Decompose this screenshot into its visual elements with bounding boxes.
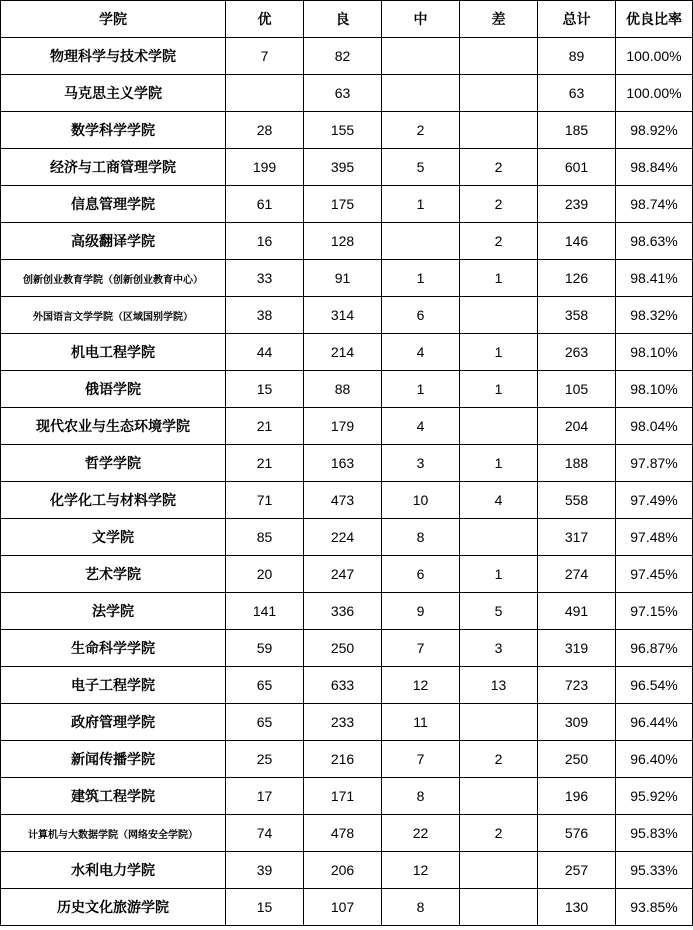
header-medium: 中: [382, 1, 460, 38]
excellent-cell: 59: [226, 630, 304, 667]
poor-cell: 2: [460, 149, 538, 186]
ratio-cell: 100.00%: [616, 75, 693, 112]
college-name-cell: 现代农业与生态环境学院: [1, 408, 226, 445]
poor-cell: 2: [460, 186, 538, 223]
excellent-cell: 44: [226, 334, 304, 371]
college-name-cell: 信息管理学院: [1, 186, 226, 223]
good-cell: 247: [304, 556, 382, 593]
good-cell: 88: [304, 371, 382, 408]
total-cell: 130: [538, 889, 616, 926]
total-cell: 263: [538, 334, 616, 371]
total-cell: 89: [538, 38, 616, 75]
medium-cell: 8: [382, 778, 460, 815]
table-row: [1, 223, 693, 260]
total-cell: 317: [538, 519, 616, 556]
ratio-cell: 96.87%: [616, 630, 693, 667]
poor-cell: [460, 297, 538, 334]
medium-cell: 8: [382, 889, 460, 926]
poor-cell: [460, 778, 538, 815]
ratio-cell: 97.87%: [616, 445, 693, 482]
table-row: [1, 519, 693, 556]
good-cell: 179: [304, 408, 382, 445]
excellent-cell: 21: [226, 408, 304, 445]
ratio-cell: 98.41%: [616, 260, 693, 297]
medium-cell: 11: [382, 704, 460, 741]
table-row: [1, 778, 693, 815]
college-name-cell: 高级翻译学院: [1, 223, 226, 260]
good-cell: 216: [304, 741, 382, 778]
total-cell: 274: [538, 556, 616, 593]
medium-cell: 10: [382, 482, 460, 519]
table-row: [1, 815, 693, 852]
excellent-cell: 25: [226, 741, 304, 778]
medium-cell: 1: [382, 371, 460, 408]
medium-cell: 12: [382, 852, 460, 889]
ratio-cell: 97.49%: [616, 482, 693, 519]
college-name-cell: 政府管理学院: [1, 704, 226, 741]
ratio-cell: 97.15%: [616, 593, 693, 630]
excellent-cell: 15: [226, 889, 304, 926]
good-cell: 175: [304, 186, 382, 223]
total-cell: 250: [538, 741, 616, 778]
table-row: [1, 297, 693, 334]
good-cell: 633: [304, 667, 382, 704]
excellent-cell: 141: [226, 593, 304, 630]
college-name-cell: 艺术学院: [1, 556, 226, 593]
medium-cell: [382, 75, 460, 112]
total-cell: 126: [538, 260, 616, 297]
total-cell: 196: [538, 778, 616, 815]
good-cell: 91: [304, 260, 382, 297]
table-row: [1, 741, 693, 778]
poor-cell: [460, 38, 538, 75]
excellent-cell: 33: [226, 260, 304, 297]
header-poor: 差: [460, 1, 538, 38]
poor-cell: 1: [460, 445, 538, 482]
excellent-cell: 74: [226, 815, 304, 852]
excellent-cell: 71: [226, 482, 304, 519]
header-ratio: 优良比率: [616, 1, 693, 38]
good-cell: 250: [304, 630, 382, 667]
total-cell: 239: [538, 186, 616, 223]
medium-cell: 4: [382, 408, 460, 445]
header-total: 总计: [538, 1, 616, 38]
medium-cell: 4: [382, 334, 460, 371]
poor-cell: [460, 704, 538, 741]
total-cell: 309: [538, 704, 616, 741]
header-excellent: 优: [226, 1, 304, 38]
poor-cell: 1: [460, 260, 538, 297]
good-cell: 163: [304, 445, 382, 482]
total-cell: 358: [538, 297, 616, 334]
header-college: 学院: [1, 1, 226, 38]
poor-cell: 2: [460, 741, 538, 778]
college-name-cell: 新闻传播学院: [1, 741, 226, 778]
ratio-cell: 97.45%: [616, 556, 693, 593]
ratio-cell: 96.44%: [616, 704, 693, 741]
good-cell: 473: [304, 482, 382, 519]
college-name-cell: 物理科学与技术学院: [1, 38, 226, 75]
table-row: [1, 889, 693, 926]
total-cell: 723: [538, 667, 616, 704]
poor-cell: 2: [460, 815, 538, 852]
total-cell: 105: [538, 371, 616, 408]
excellent-cell: 199: [226, 149, 304, 186]
total-cell: 601: [538, 149, 616, 186]
college-name-cell: 建筑工程学院: [1, 778, 226, 815]
poor-cell: 5: [460, 593, 538, 630]
table-row: [1, 75, 693, 112]
college-name-cell: 马克思主义学院: [1, 75, 226, 112]
poor-cell: [460, 519, 538, 556]
poor-cell: [460, 408, 538, 445]
table-row: [1, 371, 693, 408]
ratio-cell: 98.84%: [616, 149, 693, 186]
medium-cell: 3: [382, 445, 460, 482]
poor-cell: [460, 889, 538, 926]
college-name-cell: 生命科学学院: [1, 630, 226, 667]
ratio-cell: 95.92%: [616, 778, 693, 815]
excellent-cell: 65: [226, 667, 304, 704]
medium-cell: 1: [382, 260, 460, 297]
college-name-cell: 经济与工商管理学院: [1, 149, 226, 186]
total-cell: 146: [538, 223, 616, 260]
poor-cell: 1: [460, 556, 538, 593]
good-cell: 107: [304, 889, 382, 926]
ratio-cell: 98.10%: [616, 371, 693, 408]
total-cell: 558: [538, 482, 616, 519]
good-cell: 171: [304, 778, 382, 815]
total-cell: 319: [538, 630, 616, 667]
ratio-cell: 95.33%: [616, 852, 693, 889]
header-good: 良: [304, 1, 382, 38]
college-name-cell: 化学化工与材料学院: [1, 482, 226, 519]
total-cell: 491: [538, 593, 616, 630]
total-cell: 63: [538, 75, 616, 112]
good-cell: 82: [304, 38, 382, 75]
good-cell: 214: [304, 334, 382, 371]
poor-cell: 1: [460, 334, 538, 371]
medium-cell: 6: [382, 556, 460, 593]
table-row: [1, 482, 693, 519]
ratio-cell: 98.04%: [616, 408, 693, 445]
poor-cell: [460, 75, 538, 112]
table-row: [1, 630, 693, 667]
poor-cell: 13: [460, 667, 538, 704]
college-name-cell: 创新创业教育学院（创新创业教育中心）: [1, 260, 226, 297]
table-row: [1, 334, 693, 371]
medium-cell: 12: [382, 667, 460, 704]
ratio-cell: 96.54%: [616, 667, 693, 704]
total-cell: 185: [538, 112, 616, 149]
medium-cell: 9: [382, 593, 460, 630]
ratio-cell: 98.63%: [616, 223, 693, 260]
table-row: [1, 408, 693, 445]
college-name-cell: 计算机与大数据学院（网络安全学院）: [1, 815, 226, 852]
medium-cell: 6: [382, 297, 460, 334]
poor-cell: [460, 852, 538, 889]
table-row: [1, 667, 693, 704]
table-row: [1, 445, 693, 482]
ratio-cell: 98.74%: [616, 186, 693, 223]
table-body: [1, 38, 693, 926]
excellent-cell: [226, 75, 304, 112]
table-row: [1, 38, 693, 75]
medium-cell: [382, 223, 460, 260]
good-cell: 233: [304, 704, 382, 741]
college-name-cell: 俄语学院: [1, 371, 226, 408]
good-cell: 206: [304, 852, 382, 889]
medium-cell: 7: [382, 630, 460, 667]
poor-cell: 4: [460, 482, 538, 519]
excellent-cell: 20: [226, 556, 304, 593]
excellent-cell: 28: [226, 112, 304, 149]
table-row: [1, 593, 693, 630]
table-row: [1, 852, 693, 889]
table-row: [1, 704, 693, 741]
poor-cell: [460, 112, 538, 149]
poor-cell: 1: [460, 371, 538, 408]
college-name-cell: 文学院: [1, 519, 226, 556]
college-name-cell: 水利电力学院: [1, 852, 226, 889]
ratio-cell: 95.83%: [616, 815, 693, 852]
ratio-cell: 98.32%: [616, 297, 693, 334]
medium-cell: 5: [382, 149, 460, 186]
college-name-cell: 外国语言文学学院（区域国别学院）: [1, 297, 226, 334]
table-header-row: [1, 1, 693, 38]
good-cell: 224: [304, 519, 382, 556]
excellent-cell: 85: [226, 519, 304, 556]
ratio-cell: 98.10%: [616, 334, 693, 371]
poor-cell: 3: [460, 630, 538, 667]
excellent-cell: 21: [226, 445, 304, 482]
excellent-cell: 7: [226, 38, 304, 75]
medium-cell: 7: [382, 741, 460, 778]
college-name-cell: 法学院: [1, 593, 226, 630]
total-cell: 204: [538, 408, 616, 445]
excellent-cell: 61: [226, 186, 304, 223]
ratio-cell: 98.92%: [616, 112, 693, 149]
table-row: [1, 149, 693, 186]
good-cell: 395: [304, 149, 382, 186]
good-cell: 478: [304, 815, 382, 852]
table-row: [1, 112, 693, 149]
good-cell: 128: [304, 223, 382, 260]
total-cell: 576: [538, 815, 616, 852]
good-cell: 63: [304, 75, 382, 112]
excellent-cell: 16: [226, 223, 304, 260]
ratio-cell: 93.85%: [616, 889, 693, 926]
total-cell: 257: [538, 852, 616, 889]
excellent-cell: 65: [226, 704, 304, 741]
medium-cell: [382, 38, 460, 75]
medium-cell: 22: [382, 815, 460, 852]
excellent-cell: 39: [226, 852, 304, 889]
college-name-cell: 哲学学院: [1, 445, 226, 482]
college-name-cell: 机电工程学院: [1, 334, 226, 371]
ratio-cell: 100.00%: [616, 38, 693, 75]
excellent-cell: 17: [226, 778, 304, 815]
medium-cell: 8: [382, 519, 460, 556]
table-row: [1, 186, 693, 223]
medium-cell: 2: [382, 112, 460, 149]
table-row: [1, 260, 693, 297]
good-cell: 336: [304, 593, 382, 630]
poor-cell: 2: [460, 223, 538, 260]
ratio-cell: 96.40%: [616, 741, 693, 778]
excellent-cell: 15: [226, 371, 304, 408]
good-cell: 155: [304, 112, 382, 149]
table-row: [1, 556, 693, 593]
total-cell: 188: [538, 445, 616, 482]
college-name-cell: 电子工程学院: [1, 667, 226, 704]
medium-cell: 1: [382, 186, 460, 223]
ratio-cell: 97.48%: [616, 519, 693, 556]
college-name-cell: 数学科学学院: [1, 112, 226, 149]
good-cell: 314: [304, 297, 382, 334]
college-name-cell: 历史文化旅游学院: [1, 889, 226, 926]
excellent-cell: 38: [226, 297, 304, 334]
